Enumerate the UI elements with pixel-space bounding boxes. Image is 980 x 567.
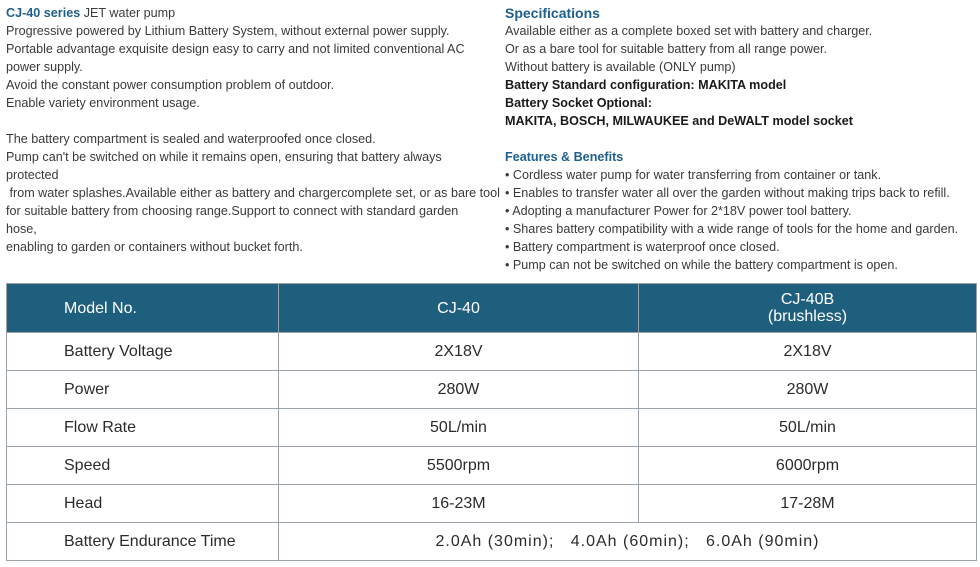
series-subtitle: JET water pump: [80, 6, 176, 20]
row-label: Battery Endurance Time: [7, 523, 279, 561]
spec-table: [6, 283, 977, 561]
spec-line: Without battery is available (ONLY pump): [505, 60, 736, 74]
table-row: [7, 333, 977, 371]
row-label: Flow Rate: [7, 409, 279, 447]
cj40b-value: 2X18V: [639, 333, 977, 371]
feature-item: • Battery compartment is waterproof once closed.: [505, 240, 780, 254]
intro-line: Pump can't be switched on while it remains open, ensuring that battery always protected: [6, 150, 442, 182]
cj40b-value: 50L/min: [639, 409, 977, 447]
table-row: [7, 371, 977, 409]
cj40-value: 50L/min: [279, 409, 639, 447]
row-label: Power: [7, 371, 279, 409]
table-row: [7, 485, 977, 523]
header-cj40b-model: CJ-40B: [780, 291, 835, 308]
row-label: Battery Voltage: [7, 333, 279, 371]
spec-bold-line: Battery Standard configuration: MAKITA model: [505, 78, 787, 92]
spec-line: Available either as a complete boxed set with battery and charger.: [505, 24, 873, 38]
cj40-value: 2X18V: [279, 333, 639, 371]
spec-bold-line: Battery Socket Optional:: [505, 96, 652, 110]
intro-line: for suitable battery from choosing range.Support to connect with standard garden hose,: [6, 204, 459, 236]
cj40-value: 5500rpm: [279, 447, 639, 485]
intro-line: Enable variety environment usage.: [6, 96, 200, 110]
spec-bold-line: MAKITA, BOSCH, MILWAUKEE and DeWALT model socket: [505, 114, 853, 128]
series-line: [6, 4, 484, 22]
feature-item: • Cordless water pump for water transferring from container or tank.: [505, 168, 882, 182]
row-label: Speed: [7, 447, 279, 485]
feature-item: • Enables to transfer water all over the garden without making trips back to refill.: [505, 186, 950, 200]
header-cj40b: [639, 284, 977, 333]
specifications-heading: Specifications: [505, 5, 600, 21]
features-heading: Features & Benefits: [505, 150, 624, 164]
header-cj40: CJ-40: [279, 284, 639, 333]
cj40-value: 16-23M: [279, 485, 639, 523]
intro-line: from water splashes.Available either as battery and chargercomplete set, or as bare tool: [6, 186, 500, 200]
cj40b-value: 280W: [639, 371, 977, 409]
header-cj40b-note: (brushless): [767, 308, 848, 325]
table-header-row: [7, 284, 977, 333]
feature-item: • Adopting a manufacturer Power for 2*18V power tool battery.: [505, 204, 852, 218]
table-row-endurance: [7, 523, 977, 561]
intro-line: enabling to garden or containers without bucket forth.: [6, 240, 303, 254]
table-row: [7, 447, 977, 485]
cj40-value: 280W: [279, 371, 639, 409]
cj40b-value: 6000rpm: [639, 447, 977, 485]
feature-item: • Shares battery compatibility with a wide range of tools for the home and garden.: [505, 222, 959, 236]
intro-line: Progressive powered by Lithium Battery System, without external power supply.: [6, 24, 450, 38]
endurance-value: 2.0Ah (30min); 4.0Ah (60min); 6.0Ah (90min): [279, 523, 977, 561]
spec-line: Or as a bare tool for suitable battery from all range power.: [505, 42, 828, 56]
product-intro: [6, 4, 500, 256]
cj40b-value: 17-28M: [639, 485, 977, 523]
features-list: [505, 166, 975, 274]
intro-line: The battery compartment is sealed and waterproofed once closed.: [6, 132, 376, 146]
row-label: Head: [7, 485, 279, 523]
intro-line: Portable advantage exquisite design easy to carry and not limited conventional AC: [6, 42, 465, 56]
series-name: CJ-40 series: [6, 6, 81, 20]
feature-item: • Pump can not be switched on while the battery compartment is open.: [505, 258, 898, 272]
specifications-section: [505, 4, 975, 274]
intro-line: power supply.: [6, 60, 83, 74]
header-model-no: Model No.: [7, 284, 279, 333]
table-row: [7, 409, 977, 447]
intro-line: Avoid the constant power consumption problem of outdoor.: [6, 78, 335, 92]
